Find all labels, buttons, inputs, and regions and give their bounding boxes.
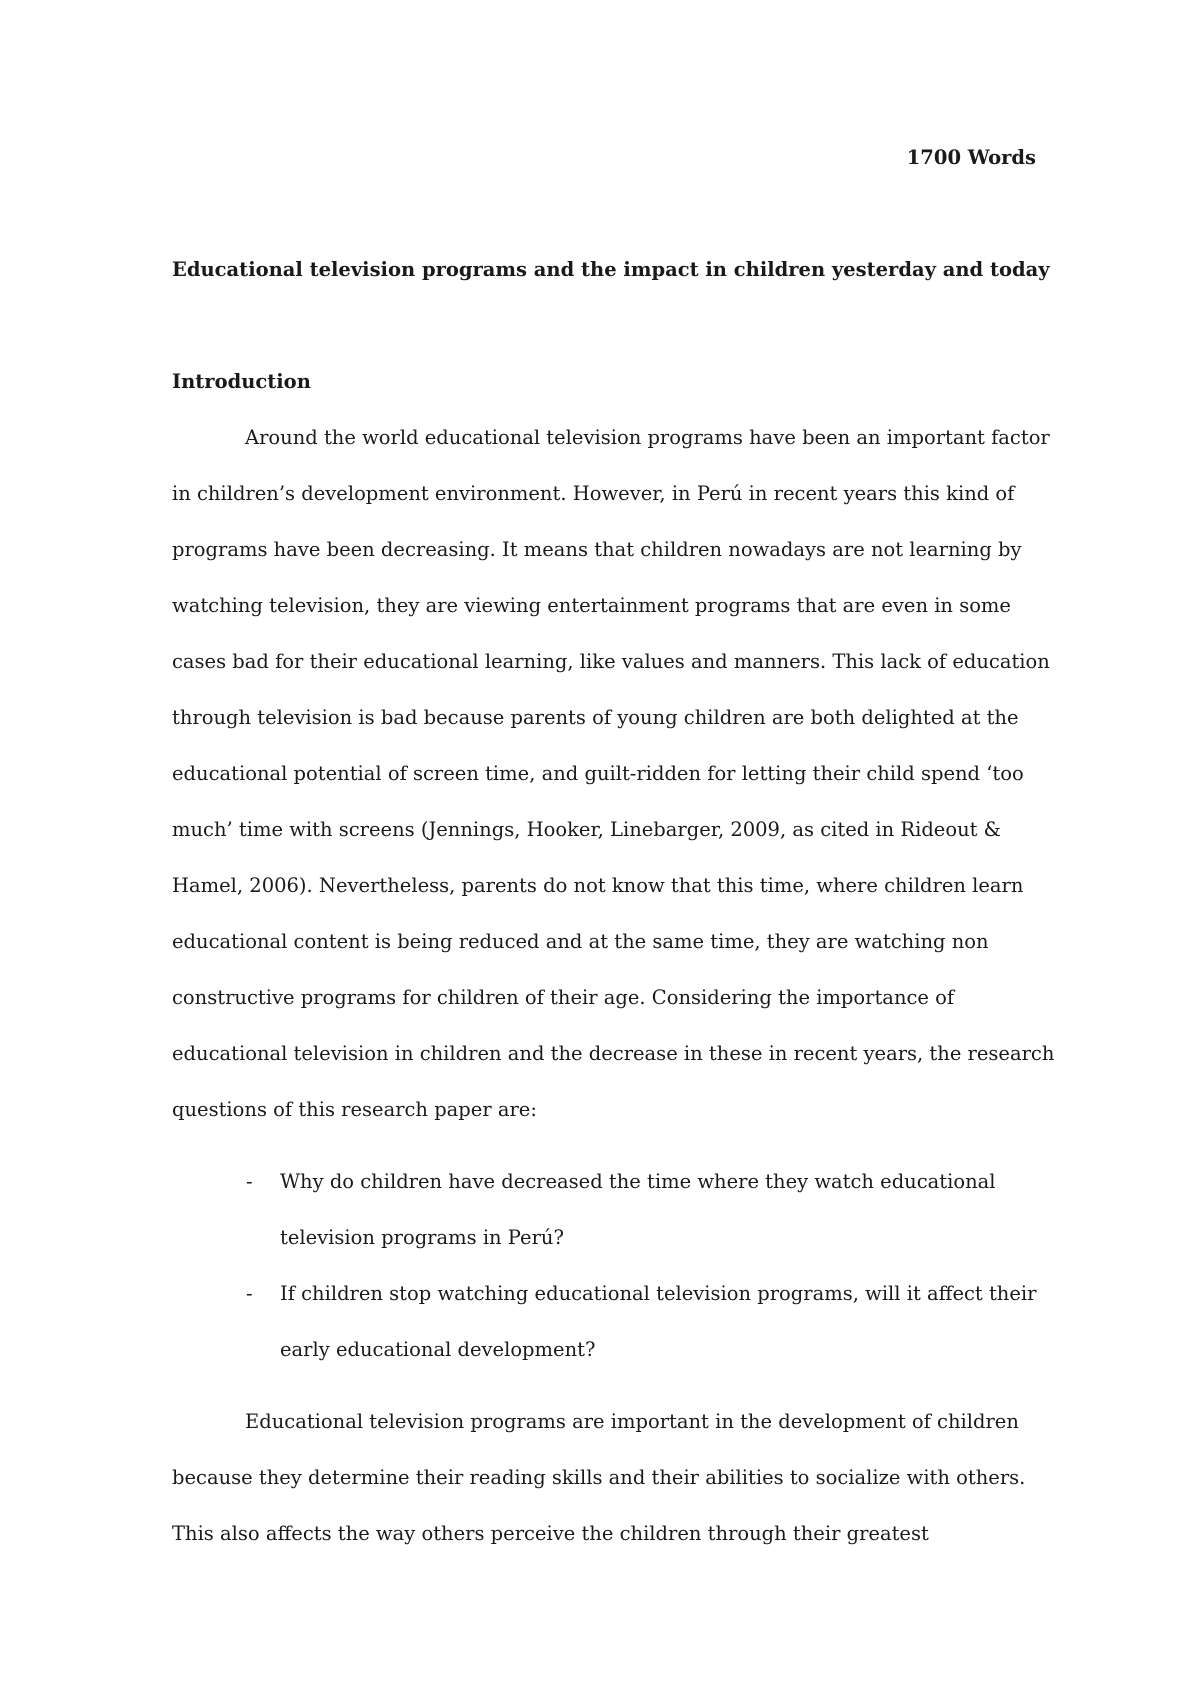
paragraph-line: watching television, they are viewing entertainment programs that are even in some	[172, 594, 1011, 617]
paragraph-line: Hamel, 2006). Nevertheless, parents do not know that this time, where children learn	[172, 874, 1024, 897]
question-line: Why do children have decreased the time where they watch educational	[280, 1170, 996, 1193]
question-line: early educational development?	[280, 1338, 596, 1361]
paragraph-line: Around the world educational television programs have been an important factor	[245, 426, 1050, 449]
paragraph-line: because they determine their reading skills and their abilities to socialize with others.	[172, 1466, 1026, 1489]
question-line: television programs in Perú?	[280, 1226, 564, 1249]
document-title: Educational television programs and the impact in children yesterday and today	[172, 258, 1050, 281]
paragraph-line: educational potential of screen time, and guilt-ridden for letting their child spend ‘too	[172, 762, 1024, 785]
word-count: 1700 Words	[906, 146, 1036, 169]
paragraph-line: much’ time with screens (Jennings, Hooker, Linebarger, 2009, as cited in Rideout &	[172, 818, 1002, 841]
paragraph-line: programs have been decreasing. It means that children nowadays are not learning by	[172, 538, 1022, 561]
question-line: If children stop watching educational television programs, will it affect their	[280, 1282, 1037, 1305]
paragraph-line: through television is bad because parents of young children are both delighted at the	[172, 706, 1019, 729]
paragraph-line: cases bad for their educational learning, like values and manners. This lack of education	[172, 650, 1050, 673]
paragraph-line: This also affects the way others perceive the children through their greatest	[172, 1522, 929, 1545]
paragraph-line: constructive programs for children of their age. Considering the importance of	[172, 986, 955, 1009]
paragraph-line: educational television in children and the decrease in these in recent years, the research	[172, 1042, 1055, 1065]
section-heading: Introduction	[172, 370, 311, 393]
bullet-dash: -	[246, 1170, 253, 1193]
paragraph-line: Educational television programs are important in the development of children	[245, 1410, 1019, 1433]
paragraph-line: educational content is being reduced and at the same time, they are watching non	[172, 930, 989, 953]
bullet-dash: -	[246, 1282, 253, 1305]
paragraph-line: questions of this research paper are:	[172, 1098, 537, 1121]
paragraph-line: in children’s development environment. However, in Perú in recent years this kind of	[172, 482, 1015, 505]
